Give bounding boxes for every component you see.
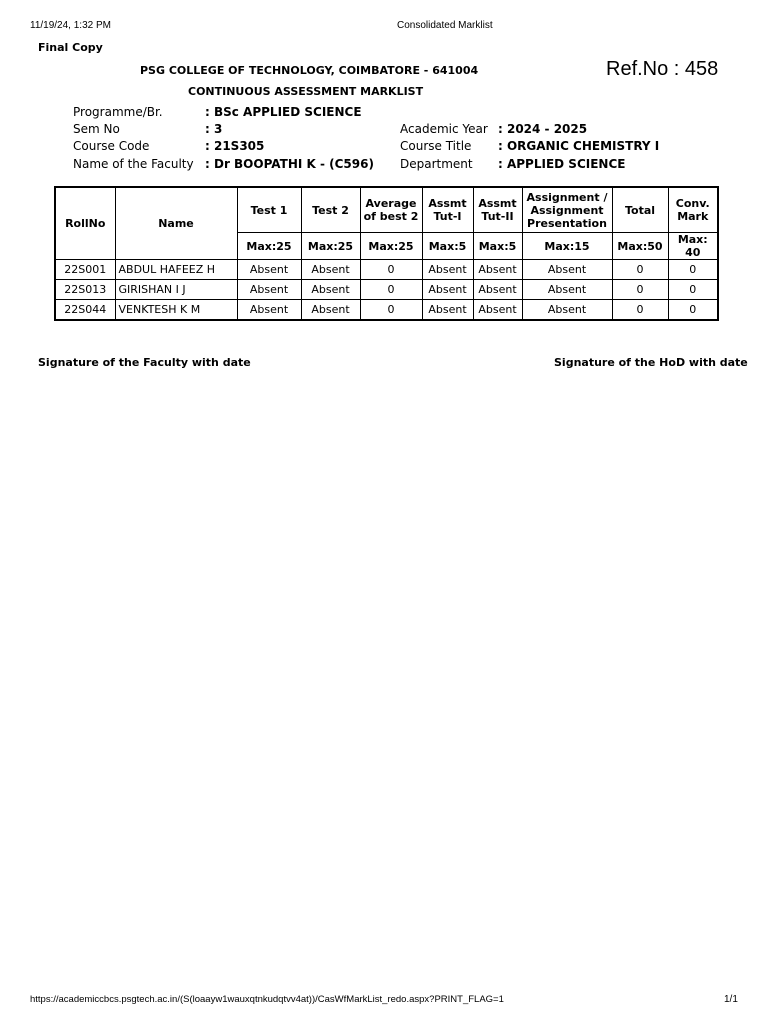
faculty-signature-label: Signature of the Faculty with date (38, 356, 251, 369)
print-page-count: 1/1 (724, 994, 738, 1005)
cell-tut2: Absent (473, 300, 522, 321)
programme-value: : BSc APPLIED SCIENCE (205, 105, 362, 119)
cell-test1: Absent (237, 260, 301, 280)
cell-average: 0 (360, 280, 422, 300)
col-header-rollno: RollNo (55, 187, 115, 260)
max-tut1: Max:5 (422, 233, 473, 260)
cell-total: 0 (612, 280, 668, 300)
marks-table (54, 186, 719, 321)
marklist-subtitle: CONTINUOUS ASSESSMENT MARKLIST (188, 85, 424, 98)
max-test1: Max:25 (237, 233, 301, 260)
cell-average: 0 (360, 300, 422, 321)
print-page-title: Consolidated Marklist (397, 20, 493, 31)
academic-year-value: : 2024 - 2025 (498, 122, 588, 136)
final-copy-label: Final Copy (38, 41, 103, 54)
cell-rollno: 22S044 (55, 300, 115, 321)
cell-average: 0 (360, 260, 422, 280)
sem-label: Sem No (73, 122, 120, 136)
cell-total: 0 (612, 300, 668, 321)
cell-test2: Absent (301, 300, 360, 321)
department-value: : APPLIED SCIENCE (498, 157, 626, 171)
col-header-name: Name (115, 187, 237, 260)
cell-name: VENKTESH K M (115, 300, 237, 321)
print-timestamp: 11/19/24, 1:32 PM (30, 20, 111, 31)
max-conv-mark: Max: 40 (668, 233, 718, 260)
cell-conv-mark: 0 (668, 280, 718, 300)
cell-test2: Absent (301, 260, 360, 280)
college-title: PSG COLLEGE OF TECHNOLOGY, COIMBATORE - 641004 (140, 64, 479, 77)
col-header-test2: Test 2 (301, 187, 360, 233)
cell-assignment: Absent (522, 280, 612, 300)
cell-name: GIRISHAN I J (115, 280, 237, 300)
sem-value: : 3 (205, 122, 223, 136)
col-header-test1: Test 1 (237, 187, 301, 233)
table-row (55, 300, 718, 321)
cell-test1: Absent (237, 280, 301, 300)
academic-year-label: Academic Year (400, 122, 488, 136)
faculty-label: Name of the Faculty (73, 157, 194, 171)
course-code-label: Course Code (73, 139, 150, 153)
cell-test1: Absent (237, 300, 301, 321)
col-header-tut1: Assmt Tut-I (422, 187, 473, 233)
hod-signature-label: Signature of the HoD with date (554, 356, 748, 369)
col-header-assignment: Assignment / Assignment Presentation (522, 187, 612, 233)
max-total: Max:50 (612, 233, 668, 260)
cell-total: 0 (612, 260, 668, 280)
max-assignment: Max:15 (522, 233, 612, 260)
max-average: Max:25 (360, 233, 422, 260)
cell-tut1: Absent (422, 300, 473, 321)
max-tut2: Max:5 (473, 233, 522, 260)
department-label: Department (400, 157, 473, 171)
course-title-label: Course Title (400, 139, 472, 153)
cell-test2: Absent (301, 280, 360, 300)
col-header-total: Total (612, 187, 668, 233)
cell-name: ABDUL HAFEEZ H (115, 260, 237, 280)
cell-tut1: Absent (422, 260, 473, 280)
cell-assignment: Absent (522, 300, 612, 321)
col-header-average: Average of best 2 (360, 187, 422, 233)
course-code-value: : 21S305 (205, 139, 265, 153)
header-row (55, 187, 718, 233)
col-header-tut2: Assmt Tut-II (473, 187, 522, 233)
cell-tut2: Absent (473, 280, 522, 300)
cell-rollno: 22S013 (55, 280, 115, 300)
faculty-value: : Dr BOOPATHI K - (C596) (205, 157, 374, 171)
cell-tut1: Absent (422, 280, 473, 300)
cell-conv-mark: 0 (668, 260, 718, 280)
cell-assignment: Absent (522, 260, 612, 280)
cell-tut2: Absent (473, 260, 522, 280)
table-row (55, 280, 718, 300)
print-url: https://academiccbcs.psgtech.ac.in/(S(loaayw1wauxqtnkudqtvv4at))/CasWfMarkList_redo.aspx?PRINT_FLAG=1 (30, 994, 504, 1005)
cell-rollno: 22S001 (55, 260, 115, 280)
programme-label: Programme/Br. (73, 105, 163, 119)
col-header-conv-mark: Conv. Mark (668, 187, 718, 233)
cell-conv-mark: 0 (668, 300, 718, 321)
ref-number: Ref.No : 458 (606, 58, 719, 80)
max-test2: Max:25 (301, 233, 360, 260)
table-row (55, 260, 718, 280)
course-title-value: : ORGANIC CHEMISTRY I (498, 139, 660, 153)
